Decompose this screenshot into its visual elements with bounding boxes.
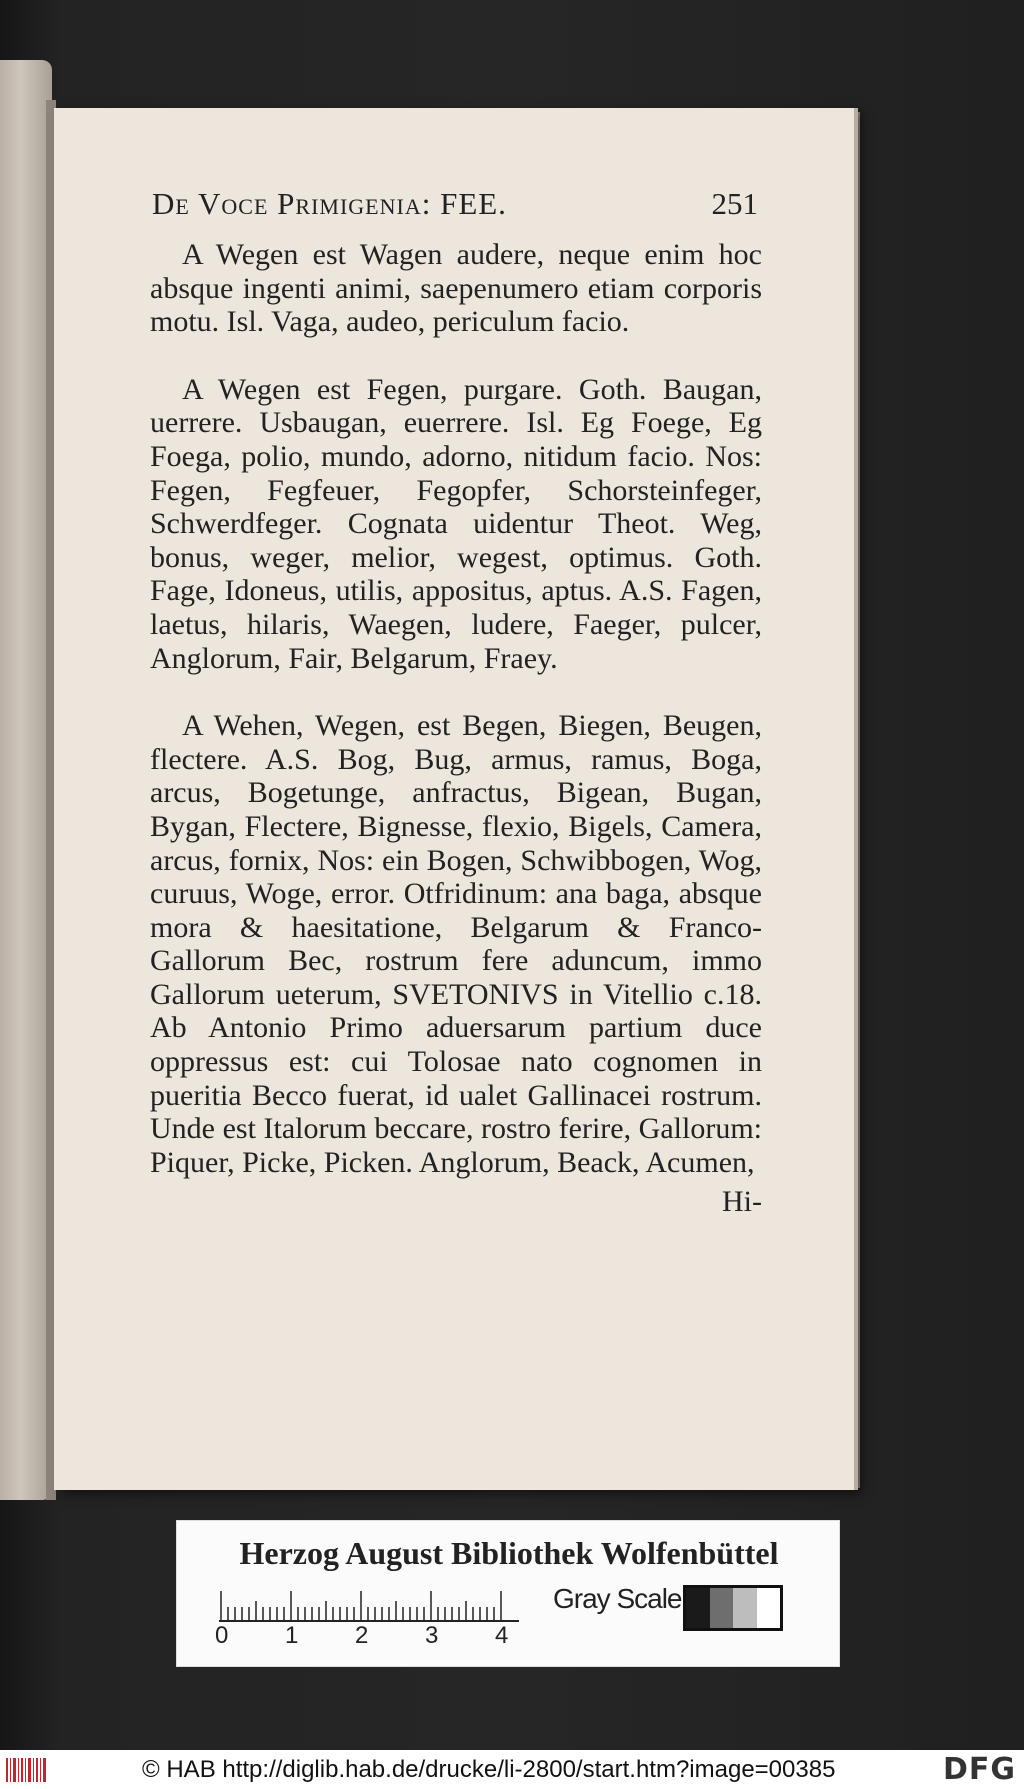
ruler-label: 0 [215,1622,229,1649]
paragraph: A Wehen, Wegen, est Begen, Biegen, Beugen, flectere. A.S. Bog, Bug, armus, ramus, Boga, arcus, Bogetunge, anfractus, Bigean, Bugan, Bygan, Flectere, Bignesse, flexio, Bigels, Camera, arcus, fornix, Nos: ein Bogen, Schwibbogen, Wog, curuus, Woge, error. Otfridinum: ana baga, absque mora & haesitatione, Belgarum & Franco-Gallorum Bec, rostrum fere aduncum, immo Gallorum ueterum, SVETONIVS in Vitellio c.18. Ab Antonio Primo aduersarum partium duce oppressus est: cui Tolosae nato cognomen in pueritia Becco fuerat, id ualet Gallinacei rostrum. Unde est Italorum beccare, rostro ferire, Gallorum: Piquer, Picke, Picken. Anglorum, Beack, Acumen, [150,709,762,1179]
running-header [152,186,758,230]
book-page [54,108,854,1490]
paragraph: A Wegen est Wagen audere, neque enim hoc absque ingenti animi, saepenumero etiam corporis motu. Isl. Vaga, audeo, periculum facio. [150,238,762,339]
ruler-label: 4 [495,1622,509,1649]
gray-swatch [710,1588,734,1628]
ruler-label: 2 [355,1622,369,1649]
gray-scale-label: Gray Scale [553,1583,682,1614]
gray-swatch [686,1588,710,1628]
dfg-logo: DFG [942,1752,1016,1787]
footer-bar [0,1750,1024,1789]
ruler-label: 1 [285,1622,299,1649]
card-title: Herzog August Bibliothek Wolfenbüttel [239,1535,779,1571]
copyright-url[interactable]: © HAB http://diglib.hab.de/drucke/li-2800/start.htm?image=00385 [142,1756,836,1783]
paragraph: A Wegen est Fegen, purgare. Goth. Baugan, uerrere. Usbaugan, euerrere. Isl. Eg Foege, Eg Foega, polio, mundo, adorno, nitidum facio. Nos: Fegen, Fegfeuer, Fegopfer, Schorsteinfeger, Schwerdfeger. Cognata uidentur Theot. Weg, bonus, weger, melior, wegest, optimus. Goth. Fage, Idoneus, utilis, appositus, aptus. A.S. Fagen, laetus, hilaris, Waegen, ludere, Faeger, pulcer, Anglorum, Fair, Belgarum, Fraey. [150,372,762,675]
body-text [150,238,762,1219]
reference-card [176,1520,840,1667]
gray-scale-chart [683,1585,783,1631]
gray-swatch [757,1588,781,1628]
ruler-label: 3 [425,1622,439,1649]
page-number: 251 [711,186,758,221]
gray-swatch [733,1588,757,1628]
book-left-edge [0,60,52,1500]
barcode-logo-icon [4,1756,48,1784]
scale-ruler [215,1581,519,1649]
catchword: Hi- [722,1185,762,1219]
running-header-title: De Voce Primigenia: FEE. [152,186,507,221]
